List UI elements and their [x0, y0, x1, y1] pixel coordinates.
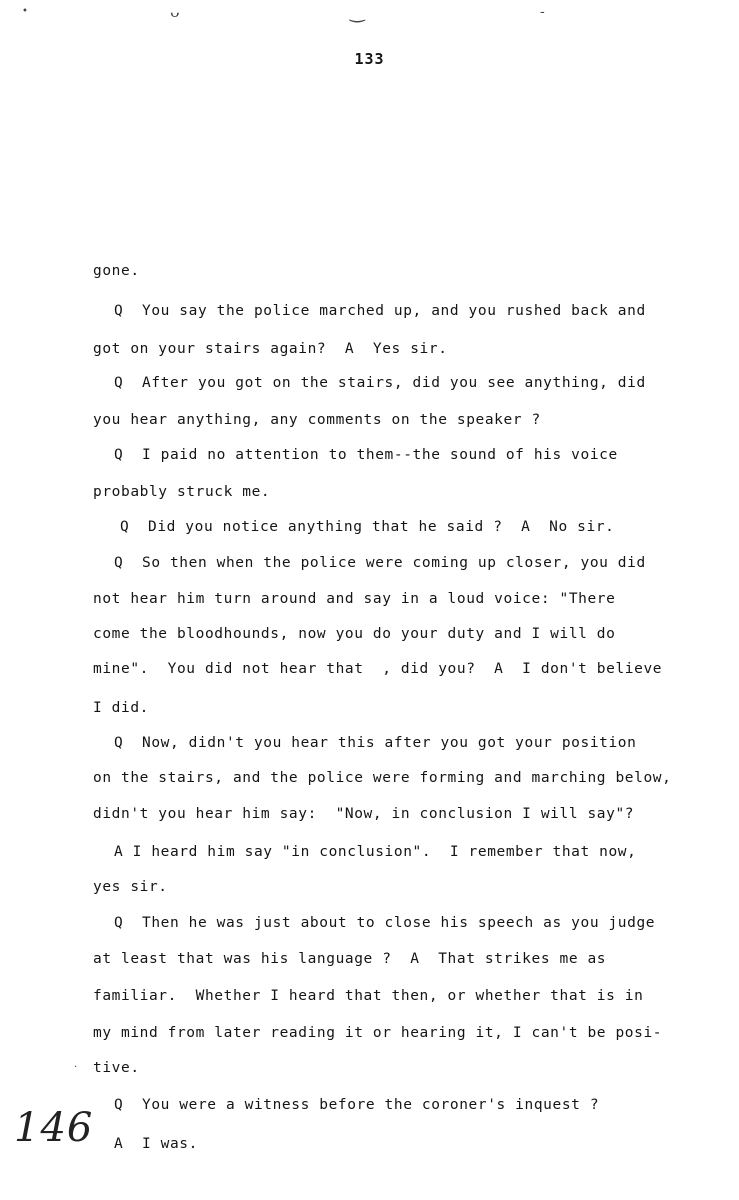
text-line: Q Did you notice anything that he said ? A No sir. [120, 519, 615, 535]
text-line: gone. [93, 263, 140, 279]
text-line: yes sir. [93, 879, 168, 895]
text-line: you hear anything, any comments on the speaker ? [93, 412, 541, 428]
scan-mark-hook-left: ᴗ [170, 2, 180, 21]
scan-mark-dash: - [540, 4, 545, 20]
scan-mark-dot: • [22, 6, 28, 17]
text-line: Q Now, didn't you hear this after you got your position [114, 735, 637, 751]
margin-dot: · [74, 1062, 78, 1073]
text-line: familiar. Whether I heard that then, or whether that is in [93, 988, 644, 1004]
text-line: at least that was his language ? A That strikes me as [93, 951, 607, 967]
text-line: tive. [93, 1060, 140, 1076]
text-line: didn't you hear him say: "Now, in conclusion I will say"? [93, 806, 635, 822]
text-line: A I heard him say "in conclusion". I remember that now, [114, 844, 637, 860]
text-line: Q Then he was just about to close his speech as you judge [114, 915, 656, 931]
text-line: A I was. [114, 1136, 198, 1152]
page-number: 133 [354, 50, 385, 68]
handwritten-margin-number: 146 [14, 1105, 94, 1151]
text-line: Q After you got on the stairs, did you see anything, did [114, 375, 646, 391]
text-line: Q You say the police marched up, and you rushed back and [114, 303, 646, 319]
text-line: on the stairs, and the police were forming and marching below, [93, 770, 672, 786]
text-line: Q So then when the police were coming up closer, you did [114, 555, 646, 571]
text-line: mine". You did not hear that , did you? A I don't believe [93, 661, 663, 677]
text-line: probably struck me. [93, 484, 271, 500]
text-line: I did. [93, 700, 149, 716]
scan-mark-hook-center: ‿ [350, 2, 365, 23]
text-line: Q You were a witness before the coroner's inquest ? [114, 1097, 600, 1113]
text-line: not hear him turn around and say in a loud voice: "There [93, 591, 616, 607]
text-line: come the bloodhounds, now you do your duty and I will do [93, 626, 616, 642]
text-line: got on your stairs again? A Yes sir. [93, 341, 448, 357]
text-line: Q I paid no attention to them--the sound of his voice [114, 447, 618, 463]
text-line: my mind from later reading it or hearing it, I can't be posi- [93, 1025, 663, 1041]
